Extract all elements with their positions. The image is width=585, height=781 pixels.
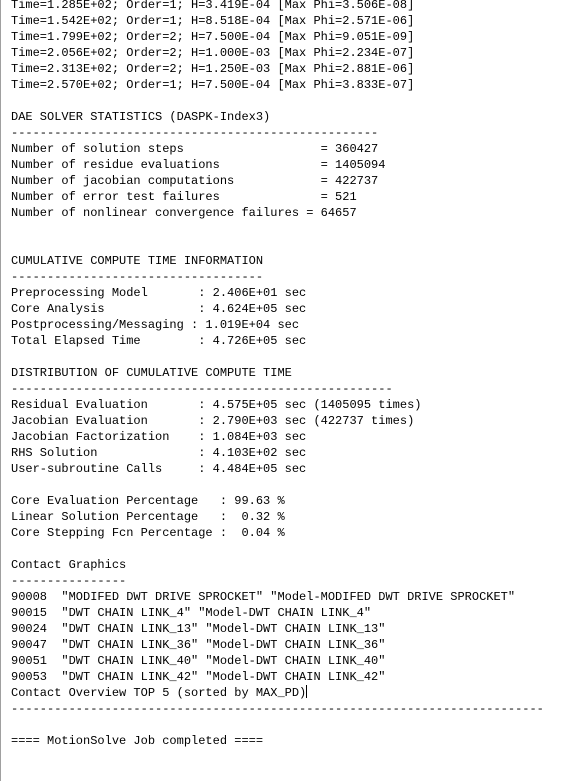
- contact-row: 90053 "DWT CHAIN LINK_42" "Model-DWT CHAIN LINK_42": [11, 670, 386, 684]
- time-row: User-subroutine Calls : 4.484E+05 sec: [11, 462, 307, 476]
- contact-row: 90008 "MODIFED DWT DRIVE SPROCKET" "Model-MODIFED DWT DRIVE SPROCKET": [11, 590, 516, 604]
- text-cursor: [306, 685, 307, 698]
- time-row: Postprocessing/Messaging : 1.019E+04 sec: [11, 318, 300, 332]
- percentage-row: Core Evaluation Percentage : 99.63 %: [11, 494, 285, 508]
- section-heading: DAE SOLVER STATISTICS (DASPK-Index3): [11, 110, 271, 124]
- separator: ----------------: [11, 574, 127, 588]
- stat-row: Number of error test failures = 521: [11, 190, 357, 204]
- section-heading: Contact Graphics: [11, 558, 127, 572]
- section-heading: DISTRIBUTION OF CUMULATIVE COMPUTE TIME: [11, 366, 292, 380]
- percentage-row: Linear Solution Percentage : 0.32 %: [11, 510, 285, 524]
- time-row: Jacobian Evaluation : 2.790E+03 sec (422737 times): [11, 414, 415, 428]
- time-row: Total Elapsed Time : 4.726E+05 sec: [11, 334, 307, 348]
- log-line: Time=2.313E+02; Order=2; H=1.250E-03 [Max Phi=2.881E-06]: [11, 62, 415, 76]
- time-row: RHS Solution : 4.103E+02 sec: [11, 446, 307, 460]
- log-line: Time=1.799E+02; Order=2; H=7.500E-04 [Max Phi=9.051E-09]: [11, 30, 415, 44]
- log-line: Time=1.542E+02; Order=1; H=8.518E-04 [Max Phi=2.571E-06]: [11, 14, 415, 28]
- job-completed-message: ==== MotionSolve Job completed ====: [11, 734, 264, 748]
- contact-row: 90047 "DWT CHAIN LINK_36" "Model-DWT CHAIN LINK_36": [11, 638, 386, 652]
- contact-overview-text: Contact Overview TOP 5 (sorted by MAX_PD): [11, 686, 307, 700]
- stat-row: Number of residue evaluations = 1405094: [11, 158, 386, 172]
- contact-row: 90015 "DWT CHAIN LINK_4" "Model-DWT CHAIN LINK_4": [11, 606, 372, 620]
- time-row: Residual Evaluation : 4.575E+05 sec (1405095 times): [11, 398, 422, 412]
- percentage-row: Core Stepping Fcn Percentage : 0.04 %: [11, 526, 285, 540]
- stat-row: Number of nonlinear convergence failures = 64657: [11, 206, 357, 220]
- stat-row: Number of solution steps = 360427: [11, 142, 379, 156]
- time-row: Preprocessing Model : 2.406E+01 sec: [11, 286, 307, 300]
- stat-row: Number of jacobian computations = 422737: [11, 174, 379, 188]
- separator: ---------------------------------------------------: [11, 126, 379, 140]
- section-heading: CUMULATIVE COMPUTE TIME INFORMATION: [11, 254, 264, 268]
- time-row: Core Analysis : 4.624E+05 sec: [11, 302, 307, 316]
- contact-overview-line: [11, 685, 307, 701]
- log-line: Time=1.285E+02; Order=1; H=3.419E-04 [Max Phi=3.506E-08]: [11, 0, 415, 12]
- log-line: Time=2.056E+02; Order=2; H=1.000E-03 [Max Phi=2.234E-07]: [11, 46, 415, 60]
- contact-row: 90024 "DWT CHAIN LINK_13" "Model-DWT CHAIN LINK_13": [11, 622, 386, 636]
- log-line: Time=2.570E+02; Order=1; H=7.500E-04 [Max Phi=3.833E-07]: [11, 78, 415, 92]
- separator: --------------------------------------------------------------------------: [11, 702, 544, 716]
- time-row: Jacobian Factorization : 1.084E+03 sec: [11, 430, 307, 444]
- contact-row: 90051 "DWT CHAIN LINK_40" "Model-DWT CHAIN LINK_40": [11, 654, 386, 668]
- separator: -----------------------------------------------------: [11, 382, 393, 396]
- separator: -----------------------------------: [11, 270, 264, 284]
